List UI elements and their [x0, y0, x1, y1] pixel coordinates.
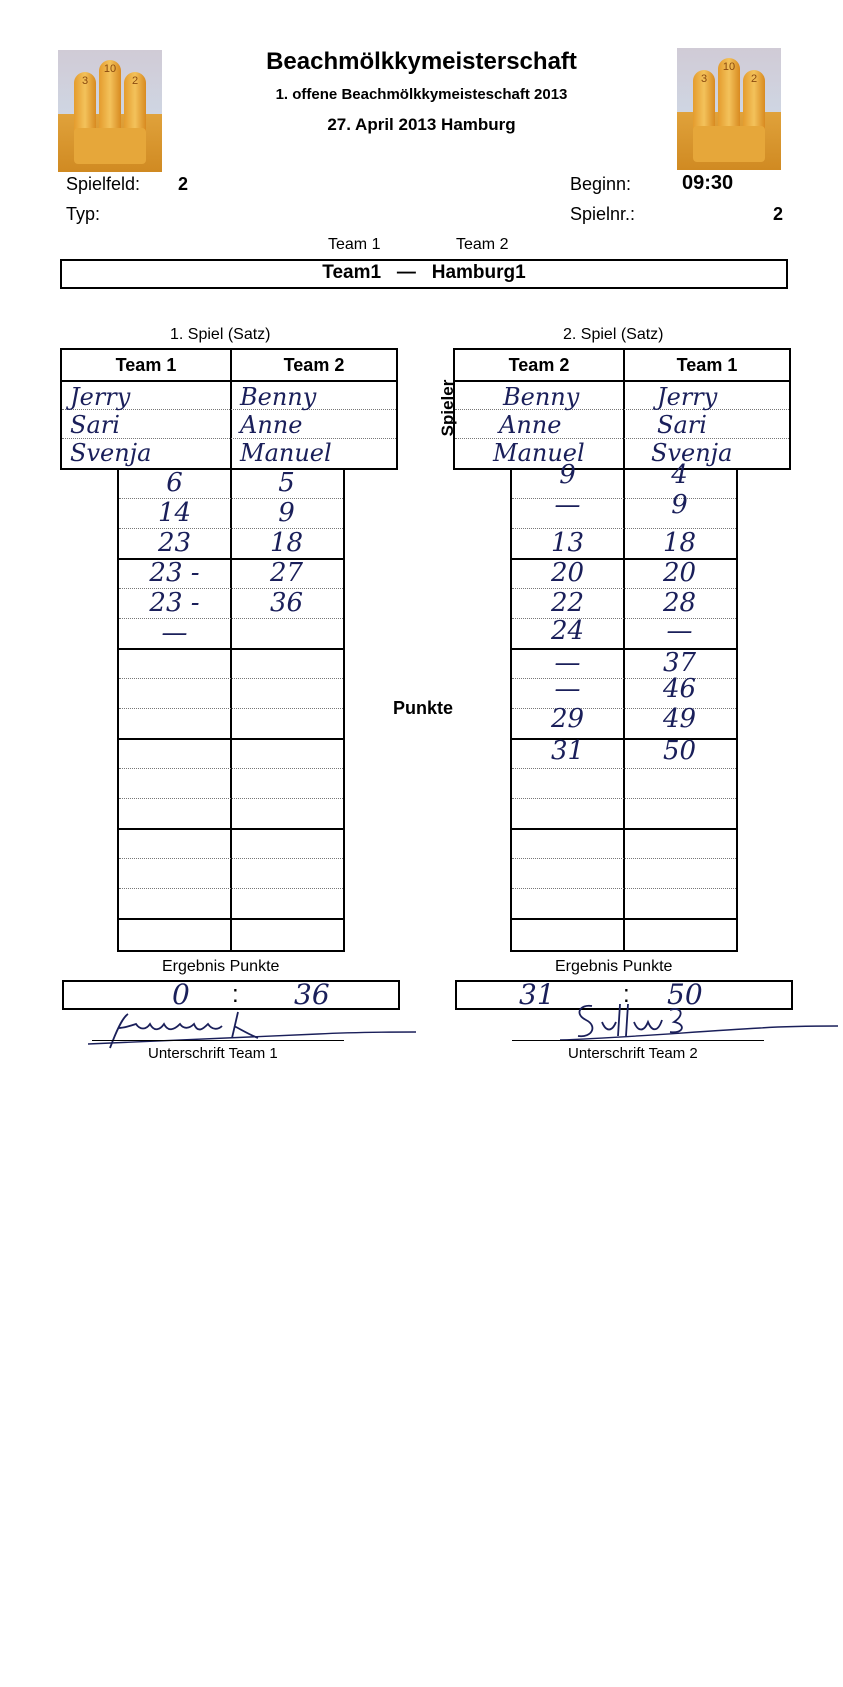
- game1-score-cell: 9: [278, 498, 295, 528]
- game2-score-cell: 9: [671, 490, 688, 520]
- game2-player-left-3: Manuel: [493, 439, 585, 467]
- game1-player-left-2: Sari: [70, 411, 120, 439]
- game1-score-cell: 18: [269, 528, 304, 558]
- spielfeld-value: 2: [178, 174, 189, 194]
- team1-name: Team1: [322, 262, 382, 283]
- game1-player-left-1: Jerry: [70, 383, 131, 411]
- game2-score-cell: —: [554, 674, 581, 704]
- logo-right: 3 10 2: [677, 48, 781, 170]
- game2-player-right-1: Jerry: [657, 383, 718, 411]
- game1-player-table: [60, 348, 398, 470]
- game2-result-label: Ergebnis Punkte: [555, 958, 673, 975]
- game2-score-cell: 29: [550, 704, 585, 734]
- game1-heading: 1. Spiel (Satz): [170, 326, 271, 343]
- game1-score-cell: 23 -: [149, 558, 200, 588]
- game1-points-table: [117, 468, 345, 952]
- game1-result-sep: :: [232, 981, 239, 1008]
- match-dash: —: [396, 262, 416, 283]
- game1-result-left: 0: [172, 978, 190, 1011]
- game2-player-table: [453, 348, 791, 470]
- signature-line-team1: [92, 1040, 344, 1041]
- match-box: [60, 259, 788, 289]
- beginn-value: 09:30: [682, 172, 734, 194]
- signature-caption-team2: Unterschrift Team 2: [568, 1045, 698, 1062]
- game2-score-cell: 46: [662, 674, 697, 704]
- game2-score-cell: 20: [662, 558, 697, 588]
- signature-caption-team1: Unterschrift Team 1: [148, 1045, 278, 1062]
- game1-player-right-1: Benny: [240, 383, 317, 411]
- game2-result-sep: :: [623, 981, 630, 1008]
- game1-player-right-2: Anne: [240, 411, 303, 439]
- game1-col-right: Team 2: [283, 355, 345, 375]
- game2-result-right: 50: [667, 978, 703, 1011]
- game1-score-cell: [230, 618, 343, 648]
- game1-score-cell: 6: [166, 468, 183, 498]
- game2-score-cell: 4: [671, 460, 688, 490]
- game2-score-cell: 50: [662, 736, 697, 766]
- date-place: 27. April 2013 Hamburg: [327, 115, 516, 134]
- game1-score-cell: 27: [269, 558, 304, 588]
- typ-label: Typ:: [66, 204, 101, 224]
- game2-score-cell: —: [554, 490, 581, 520]
- team1-label: Team 1: [328, 236, 381, 253]
- signature-team2: [540, 996, 840, 1046]
- spielnr-label: Spielnr.:: [570, 204, 636, 224]
- game1-score-cell: 14: [157, 498, 192, 528]
- game2-score-cell: —: [666, 616, 693, 646]
- spielnr-value: 2: [773, 204, 784, 224]
- game1-score-cell: —: [161, 618, 188, 648]
- logo-left: 3 10 2: [58, 50, 162, 172]
- game1-score-cell: 36: [269, 588, 304, 618]
- beginn-label: Beginn:: [570, 174, 632, 194]
- game2-col-right: Team 1: [676, 355, 738, 375]
- game2-player-right-2: Sari: [657, 411, 707, 439]
- game2-score-cell: 9: [559, 460, 576, 490]
- game2-score-cell: 24: [550, 616, 585, 646]
- game2-player-left-1: Benny: [503, 383, 580, 411]
- punkte-label: Punkte: [393, 698, 454, 718]
- game1-result-label: Ergebnis Punkte: [162, 958, 280, 975]
- game2-score-cell: 22: [550, 588, 585, 618]
- game1-result-right: 36: [294, 978, 330, 1011]
- page-subtitle: 1. offene Beachmölkkymeisteschaft 2013: [275, 86, 568, 103]
- spielfeld-label: Spielfeld:: [66, 174, 141, 194]
- match-title: [62, 262, 786, 284]
- game2-score-cell: 31: [550, 736, 585, 766]
- game2-score-cell: 28: [662, 588, 697, 618]
- game2-score-cell: 20: [550, 558, 585, 588]
- game1-player-right-3: Manuel: [240, 439, 332, 467]
- game1-col-left: Team 1: [115, 355, 177, 375]
- game2-player-right-3: Svenja: [651, 439, 733, 467]
- game1-score-cell: 23: [157, 528, 192, 558]
- game2-player-left-2: Anne: [499, 411, 562, 439]
- game2-heading: 2. Spiel (Satz): [563, 326, 664, 343]
- game1-score-cell: 5: [278, 468, 295, 498]
- page-title: Beachmölkkymeisterschaft: [266, 48, 577, 75]
- team2-name: Hamburg1: [431, 262, 526, 283]
- game2-score-cell: 13: [550, 528, 585, 558]
- signature-line-team2: [512, 1040, 764, 1041]
- game1-score-cell: 23 -: [149, 588, 200, 618]
- game2-points-table: [510, 460, 738, 952]
- game2-result-left: 31: [519, 978, 555, 1011]
- game2-score-cell: 37: [662, 648, 697, 678]
- game2-score-cell: 49: [662, 704, 697, 734]
- game2-score-cell: —: [554, 648, 581, 678]
- game2-col-left: Team 2: [508, 355, 570, 375]
- game1-player-left-3: Svenja: [70, 439, 152, 467]
- team2-label: Team 2: [456, 236, 509, 253]
- game2-score-cell: 18: [662, 528, 697, 558]
- spieler-label: Spieler: [438, 379, 457, 437]
